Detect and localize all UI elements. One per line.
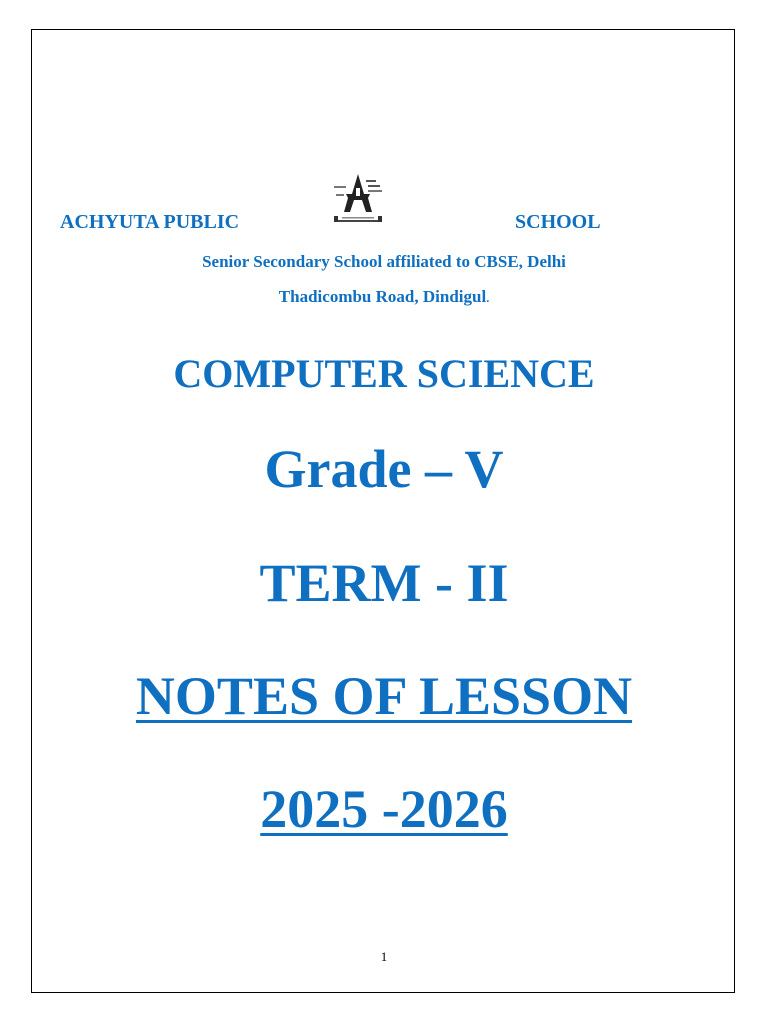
address-line: [0, 287, 768, 307]
grade-title: Grade – V: [264, 439, 504, 499]
address-text: Thadicombu Road, Dindigul: [278, 287, 487, 306]
page-number: 1: [380, 949, 388, 964]
school-name-left: ACHYUTA PUBLIC: [60, 211, 240, 233]
address-suffix: .: [486, 291, 490, 305]
document-type-title: NOTES OF LESSON: [135, 666, 633, 726]
subject-title: COMPUTER SCIENCE: [173, 351, 595, 396]
school-name-right: SCHOOL: [515, 211, 601, 233]
school-crest-logo-icon: [322, 168, 394, 230]
term-title: TERM - II: [259, 553, 509, 613]
affiliation-text: Senior Secondary School affiliated to CBSE, Delhi: [202, 252, 566, 271]
academic-year: 2025 -2026: [260, 779, 508, 839]
